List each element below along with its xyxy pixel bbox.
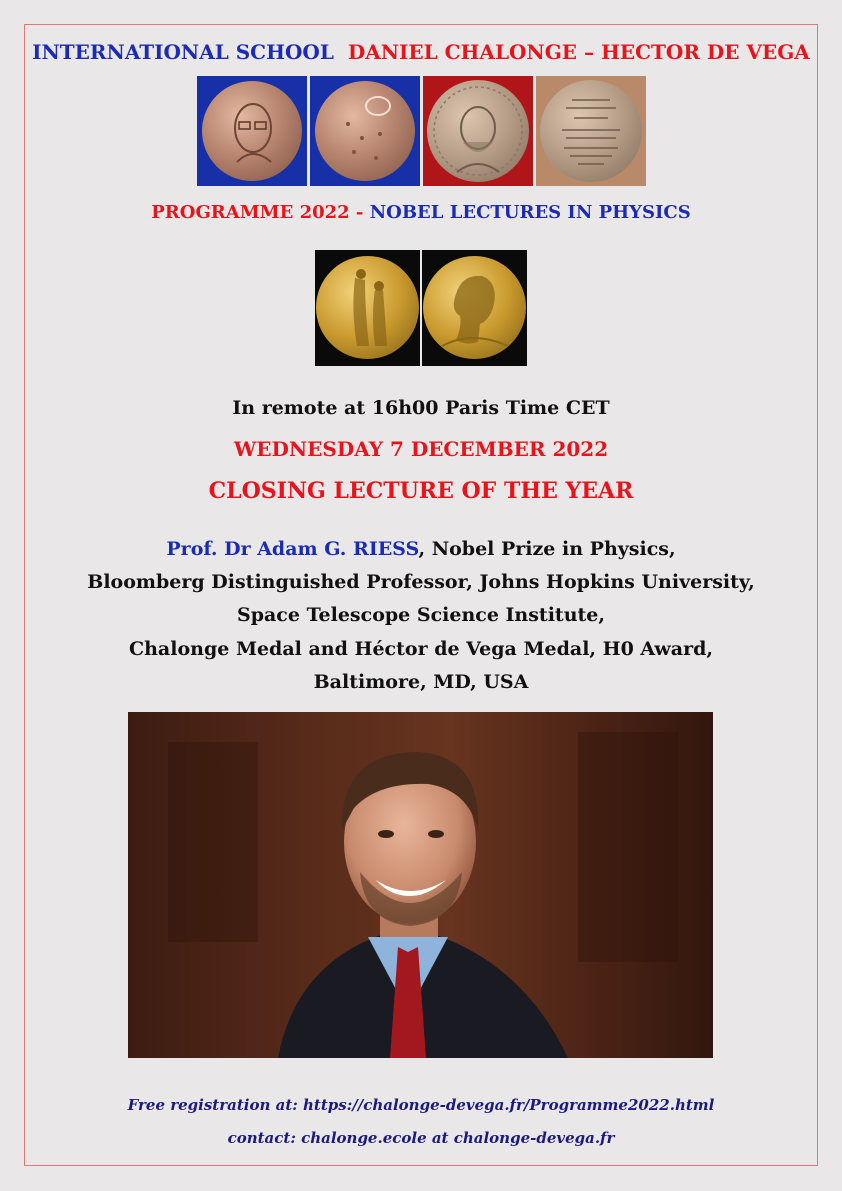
registration-link[interactable]: Free registration at: https://chalonge-devega.fr/Programme2022.html — [127, 1096, 715, 1114]
speaker-photo — [128, 712, 713, 1058]
speaker-line-1 — [0, 538, 842, 560]
speaker-line-5: Baltimore, MD, USA — [313, 671, 529, 693]
chalonge-devega-medals — [197, 76, 646, 186]
school-header — [0, 40, 842, 64]
speaker-line-3: Space Telescope Science Institute, — [236, 604, 605, 626]
programme-year: PROGRAMME 2022 - — [151, 202, 364, 223]
programme-series: NOBEL LECTURES IN PHYSICS — [369, 202, 691, 223]
nobel-medals — [315, 250, 527, 366]
event-time: In remote at 16h00 Paris Time CET — [232, 397, 610, 419]
speaker-name: Prof. Dr Adam G. RIESS — [166, 538, 419, 560]
speaker-prize: , Nobel Prize in Physics, — [418, 538, 676, 560]
contact-email[interactable]: contact: chalonge.ecole at chalonge-devega.fr — [227, 1129, 615, 1147]
nobel-medal-reverse — [315, 250, 420, 366]
speaker-line-2: Bloomberg Distinguished Professor, Johns Hopkins University, — [87, 571, 755, 593]
nobel-medal-obverse — [422, 250, 527, 366]
event-title: CLOSING LECTURE OF THE YEAR — [208, 478, 634, 504]
speaker-line-4: Chalonge Medal and Héctor de Vega Medal, H0 Award, — [129, 638, 713, 660]
chalonge-medal-obverse — [197, 76, 307, 186]
programme-title — [0, 202, 842, 223]
chalonge-medal-reverse — [310, 76, 420, 186]
event-date: WEDNESDAY 7 DECEMBER 2022 — [233, 437, 609, 461]
school-names: DANIEL CHALONGE – HECTOR DE VEGA — [347, 40, 810, 64]
school-prefix: INTERNATIONAL SCHOOL — [32, 40, 334, 64]
devega-medal-obverse — [423, 76, 533, 186]
devega-medal-reverse — [536, 76, 646, 186]
